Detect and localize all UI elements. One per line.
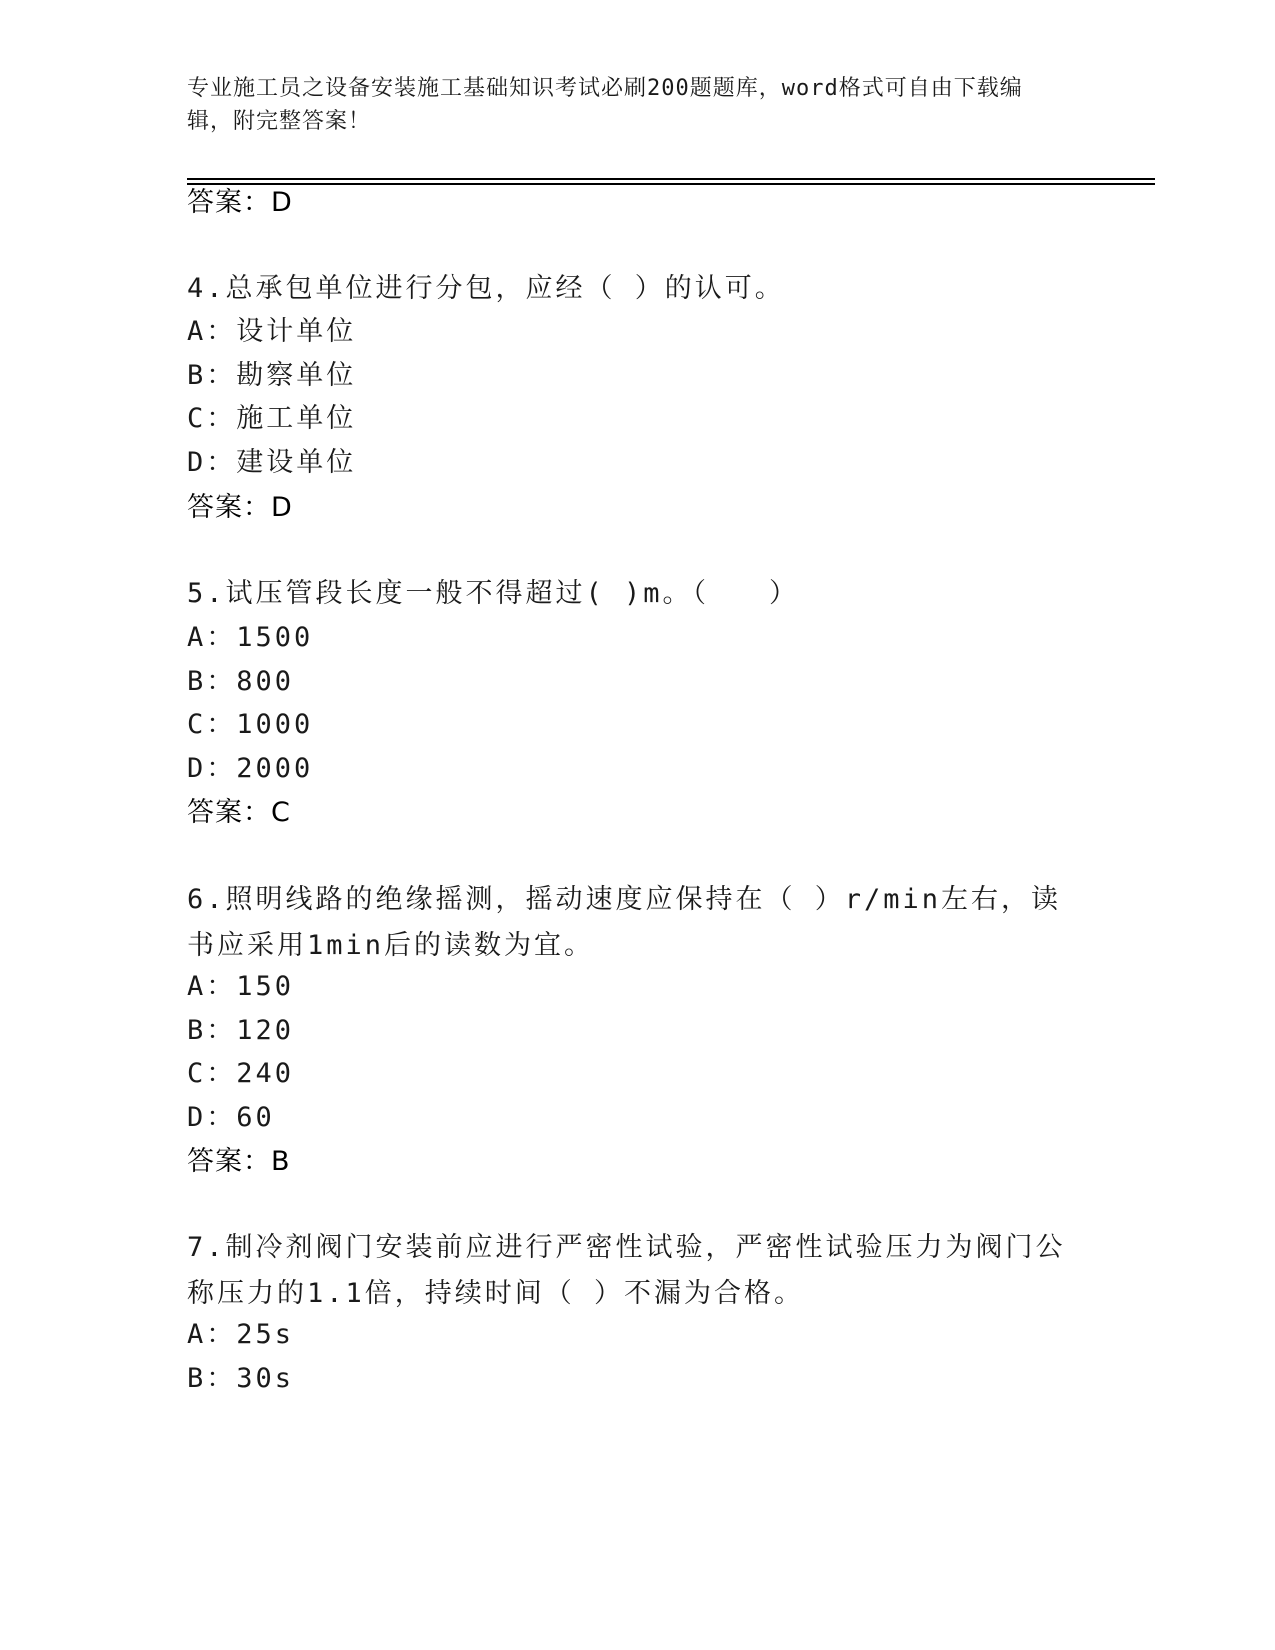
question-6-option-c: C：240 [187,1058,295,1089]
question-5-option-d: D：2000 [187,753,314,784]
question-5-option-a: A：1500 [187,622,314,653]
question-7-stem: 7.制冷剂阀门安装前应进行严密性试验，严密性试验压力为阀门公称压力的1.1倍，持续时间（ ）不漏为合格。 [187,1232,1066,1309]
question-6-stem: 6.照明线路的绝缘摇测，摇动速度应保持在（ ）r/min左右，读书应采用1min后的读数为宜。 [187,884,1062,961]
question-5-answer: 答案：C [187,797,291,828]
question-6-answer: 答案：B [187,1146,291,1177]
question-5-stem: 5.试压管段长度一般不得超过( )m。（ ） [187,578,800,609]
header-divider-top [187,178,1155,180]
question-4-answer: 答案：D [187,492,293,523]
answer-prev: 答案：D [187,187,293,218]
question-4-option-b: B：勘察单位 [187,360,357,391]
question-6-option-d: D：60 [187,1102,275,1133]
question-4-option-a: A：设计单位 [187,316,357,347]
header-divider-bottom [187,183,1155,185]
question-7-option-b: B：30s [187,1363,295,1394]
document-header: 专业施工员之设备安装施工基础知识考试必刷200题题库，word格式可自由下载编辑，附完整答案！ [187,76,1023,134]
question-6-option-b: B：120 [187,1015,295,1046]
question-4-option-c: C：施工单位 [187,403,357,434]
question-7-option-a: A：25s [187,1319,295,1350]
question-4-option-d: D：建设单位 [187,447,357,478]
question-4-stem: 4.总承包单位进行分包，应经（ ）的认可。 [187,273,785,304]
question-6-option-a: A：150 [187,971,295,1002]
question-5-option-b: B：800 [187,666,295,697]
question-5-option-c: C：1000 [187,709,314,740]
